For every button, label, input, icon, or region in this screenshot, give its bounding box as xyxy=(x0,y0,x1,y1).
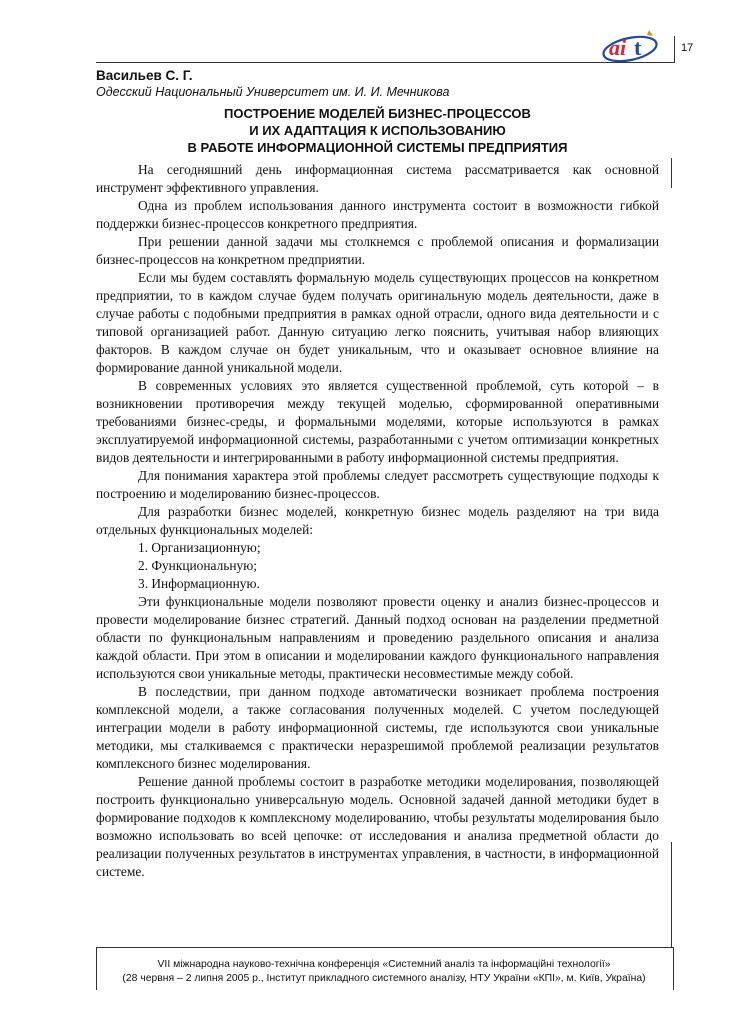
body-paragraph: В последствии, при данном подходе автоматически возникает проблема построения комплексной модели, а также согласования полученных моделей. С учетом последующей интеграции модели в работу информационной системы, где используются свои уникальные методики, мы сталкиваемся с практически неразрешимой проблемой реализации результатов комплексного бизнес моделирования. xyxy=(96,684,659,771)
conference-logo-icon xyxy=(601,24,663,64)
list-item: 3. Информационную. xyxy=(138,576,260,591)
body-paragraph: На сегодняшний день информационная система рассматривается как основной инструмент эффективного управления. xyxy=(96,162,659,195)
list-item: 1. Организационную; xyxy=(138,540,261,555)
body-paragraph: Эти функциональные модели позволяют провести оценку и анализ бизнес-процессов и провести моделирование бизнес стратегий. Данный подход основан на разделении предметной области по функциональным направлениям и проведению раздельного описания и анализа каждой области. При этом в описании и моделировании каждого функционального направления используются свои уникальные методы, практически несовместимые между собой. xyxy=(96,594,659,681)
header-rule xyxy=(96,62,674,63)
title-line: И ИХ АДАПТАЦИЯ К ИСПОЛЬЗОВАНИЮ xyxy=(249,123,506,138)
body-paragraph: В современных условиях это является существенной проблемой, суть которой – в возникновении противоречия между текущей моделью, сформированной оперативными требованиями бизнес-среды, и формальными моделями, которые используются в рамках эксплуатируемой информационной системы, разработанными с учетом оптимизации конкретных видов деятельности и интегрированными в работу информационной системы предприятия. xyxy=(96,378,659,465)
paper-title xyxy=(96,105,659,156)
author-name: Васильев С. Г. xyxy=(96,68,193,83)
title-line: В РАБОТЕ ИНФОРМАЦИОННОЙ СИСТЕМЫ ПРЕДПРИЯТИЯ xyxy=(187,140,568,155)
body-paragraph: Решение данной проблемы состоит в разработке методики моделирования, позволяющей построить функционально универсальную модель. Основной задачей данной методики будет в формирование подходов к комплексному моделированию, чтобы результаты моделирования было возможно использовать во всей цепочке: от исследования и анализа предметной области до реализации полученных результатов в инструментах управления, в частности, в информационной системе. xyxy=(96,774,659,879)
paper-body xyxy=(96,161,659,881)
body-paragraph: Для разработки бизнес моделей, конкретную бизнес модель разделяют на три вида отдельных функциональных моделей: xyxy=(96,504,659,537)
conference-footer xyxy=(96,958,672,986)
body-paragraph: Для понимания характера этой проблемы следует рассмотреть существующие подходы к построению и моделированию бизнес-процессов. xyxy=(96,468,659,501)
margin-rule-bottom xyxy=(671,842,672,947)
body-paragraph: Если мы будем составлять формальную модель существующих процессов на конкретном предприятии, то в каждом случае будем получать оригинальную модель деятельности, даже в случае работы с подобными предприятия в рамках одной отрасли, одного вида деятельности и с типовой организацией работ. Данную ситуацию легко пояснить, учитывая набор влияющих факторов. В каждом случае он будет уникальным, что и оказывает основное влияние на формирование данной уникальной модели. xyxy=(96,270,659,375)
footer-line: VII міжнародна науково-технічна конференція «Системний аналіз та інформаційні технології» xyxy=(157,959,611,970)
body-paragraph: Одна из проблем использования данного инструмента состоит в возможности гибкой поддержки бизнес-процессов конкретного предприятия. xyxy=(96,198,659,231)
header-page-divider xyxy=(674,36,675,63)
footer-line: (28 червня – 2 липня 2005 р., Інститут прикладного системного аналізу, НТУ України «КПІ», м. Київ, Україна) xyxy=(122,973,646,984)
list-item: 2. Функциональную; xyxy=(138,558,257,573)
author-affiliation: Одесский Национальный Университет им. И. И. Мечникова xyxy=(96,85,450,99)
body-paragraph: При решении данной задачи мы столкнемся с проблемой описания и формализации бизнес-процессов на конкретном предприятии. xyxy=(96,234,659,267)
logo-lettering-t: t xyxy=(634,35,642,60)
margin-rule-top xyxy=(671,158,672,188)
page-number: 17 xyxy=(681,42,694,54)
title-line: ПОСТРОЕНИЕ МОДЕЛЕЙ БИЗНЕС-ПРОЦЕССОВ xyxy=(224,106,531,121)
logo-lettering: ai xyxy=(609,35,627,60)
